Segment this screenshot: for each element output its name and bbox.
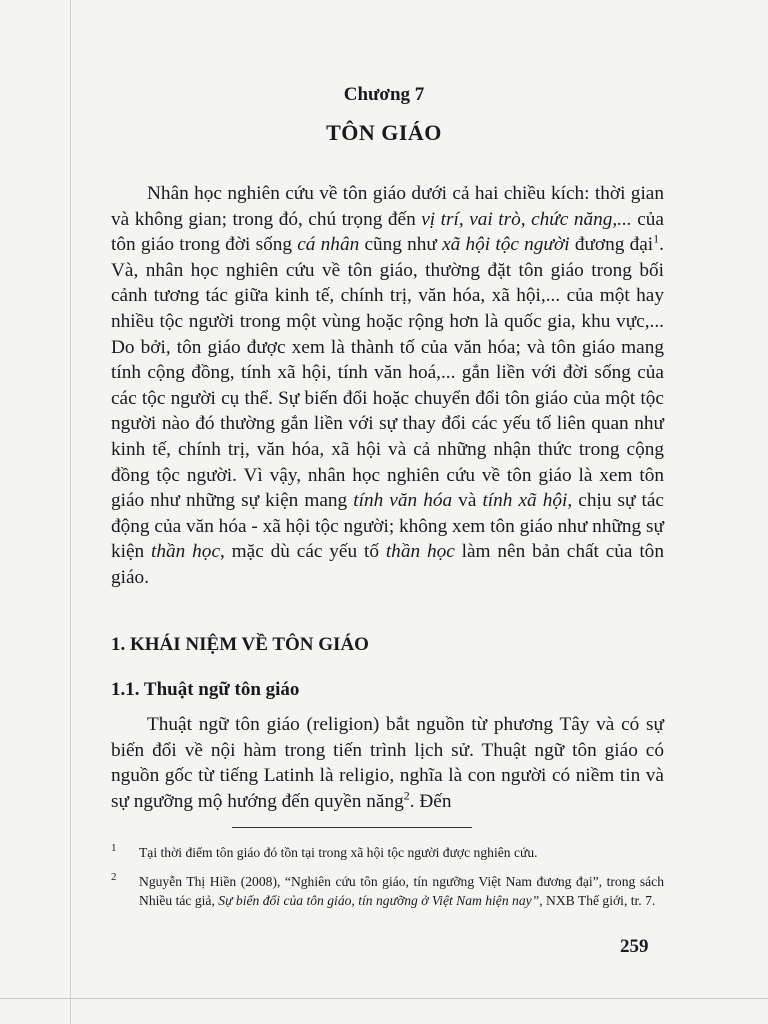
text-run: , chịu sự tác động của văn hóa - xã hội tộc người; không xem tôn giáo như những sự kiện <box>111 490 664 563</box>
text-run: Thuật ngữ tôn giáo (religion) bắt nguồn từ phương Tây và có sự biến đổi về nội hàm trong tiến trình lịch sử. Thuật ngữ tôn giáo có nguồn gốc từ tiếng Latinh là religio, nghĩa là con người có niềm tin và sự ngưỡng mộ hướng đến quyền năng <box>111 714 664 812</box>
chapter-title: TÔN GIÁO <box>326 120 442 145</box>
italic-text-run: thần học <box>385 541 455 563</box>
subsection-heading: 1.1. Thuật ngữ tôn giáo <box>111 679 300 700</box>
footnote-2 <box>111 872 664 910</box>
text-run: Nhân học nghiên cứu về tôn giáo dưới cả hai chiều kích: thời gian và không gian; trong đó, chú trọng đến <box>111 183 664 230</box>
section-heading: 1. KHÁI NIỆM VỀ TÔN GIÁO <box>111 634 369 655</box>
text-run: làm nên bản chất của tôn giáo. <box>111 541 664 588</box>
scan-bottom-line <box>0 998 768 999</box>
italic-text-run: tính văn hóa <box>353 490 453 512</box>
footnote-ref: 2 <box>403 788 410 803</box>
intro-paragraph-block <box>111 181 664 591</box>
footnote-number: 2 <box>111 871 117 883</box>
footnote-ref: 1 <box>653 231 660 246</box>
text-run: cũng như <box>359 234 443 256</box>
italic-text-run: Sự biến đổi của tôn giáo, tín ngưỡng ở Việt Nam hiện nay” <box>218 893 540 908</box>
footnote-1 <box>111 843 664 862</box>
text-run: Nguyễn Thị Hiền (2008), “Nghiên cứu tôn giáo, tín ngưỡng Việt Nam đương đại”, trong sách Nhiều tác giả, <box>139 874 664 908</box>
subsection-paragraph <box>111 712 664 814</box>
text-run: Tại thời điểm tôn giáo đó tồn tại trong xã hội tộc người được nghiên cứu. <box>139 845 538 860</box>
footnote-text <box>139 872 664 910</box>
subsection-paragraph-block <box>111 712 664 814</box>
footnote-number: 1 <box>111 842 117 854</box>
text-run: . Đến <box>409 790 452 812</box>
italic-text-run: tính xã hội <box>482 490 568 512</box>
text-run: , NXB Thế giới, tr. 7. <box>539 893 656 908</box>
chapter-label: Chương 7 <box>343 84 425 105</box>
text-run: , mặc dù các yếu tố <box>220 541 386 563</box>
italic-text-run: cá nhân <box>297 234 360 256</box>
page-number: 259 <box>620 936 649 957</box>
footnote-separator <box>232 827 472 828</box>
italic-text-run: xã hội tộc người <box>442 234 570 256</box>
italic-text-run: vị trí, vai trò, chức năng,... <box>421 208 632 230</box>
footnote-text <box>139 843 664 862</box>
text-run: và <box>452 490 483 512</box>
text-run: . Và, nhân học nghiên cứu về tôn giáo, thường đặt tôn giáo trong bối cảnh tương tác giữa kinh tế, chính trị, văn hóa, xã hội,... của một hay nhiều tộc người trong một vùng hoặc rộng hơn là quốc gia, khu vực,... Do bởi, tôn giáo được xem là thành tố của văn hóa; và tôn giáo mang tính cộng đồng, tính xã hội, tính văn hoá,... gắn liền với đời sống của các tộc người cụ thể. Sự biến đổi hoặc chuyển đổi tôn giáo của một tộc người nào đó thường gắn liền với sự thay đổi các yếu tố liên quan như kinh tế, chính trị, văn hóa, xã hội và cả những nhận thức trong cộng đồng tộc người. Vì vậy, nhân học nghiên cứu về tôn giáo là xem tôn giáo như những sự kiện mang <box>111 234 664 512</box>
italic-text-run: thần học <box>151 541 221 563</box>
text-run: đương đại <box>569 234 654 256</box>
scan-edge-line <box>70 0 71 1024</box>
text-run: của tôn giáo trong đời sống <box>111 208 664 256</box>
intro-paragraph <box>111 181 664 591</box>
